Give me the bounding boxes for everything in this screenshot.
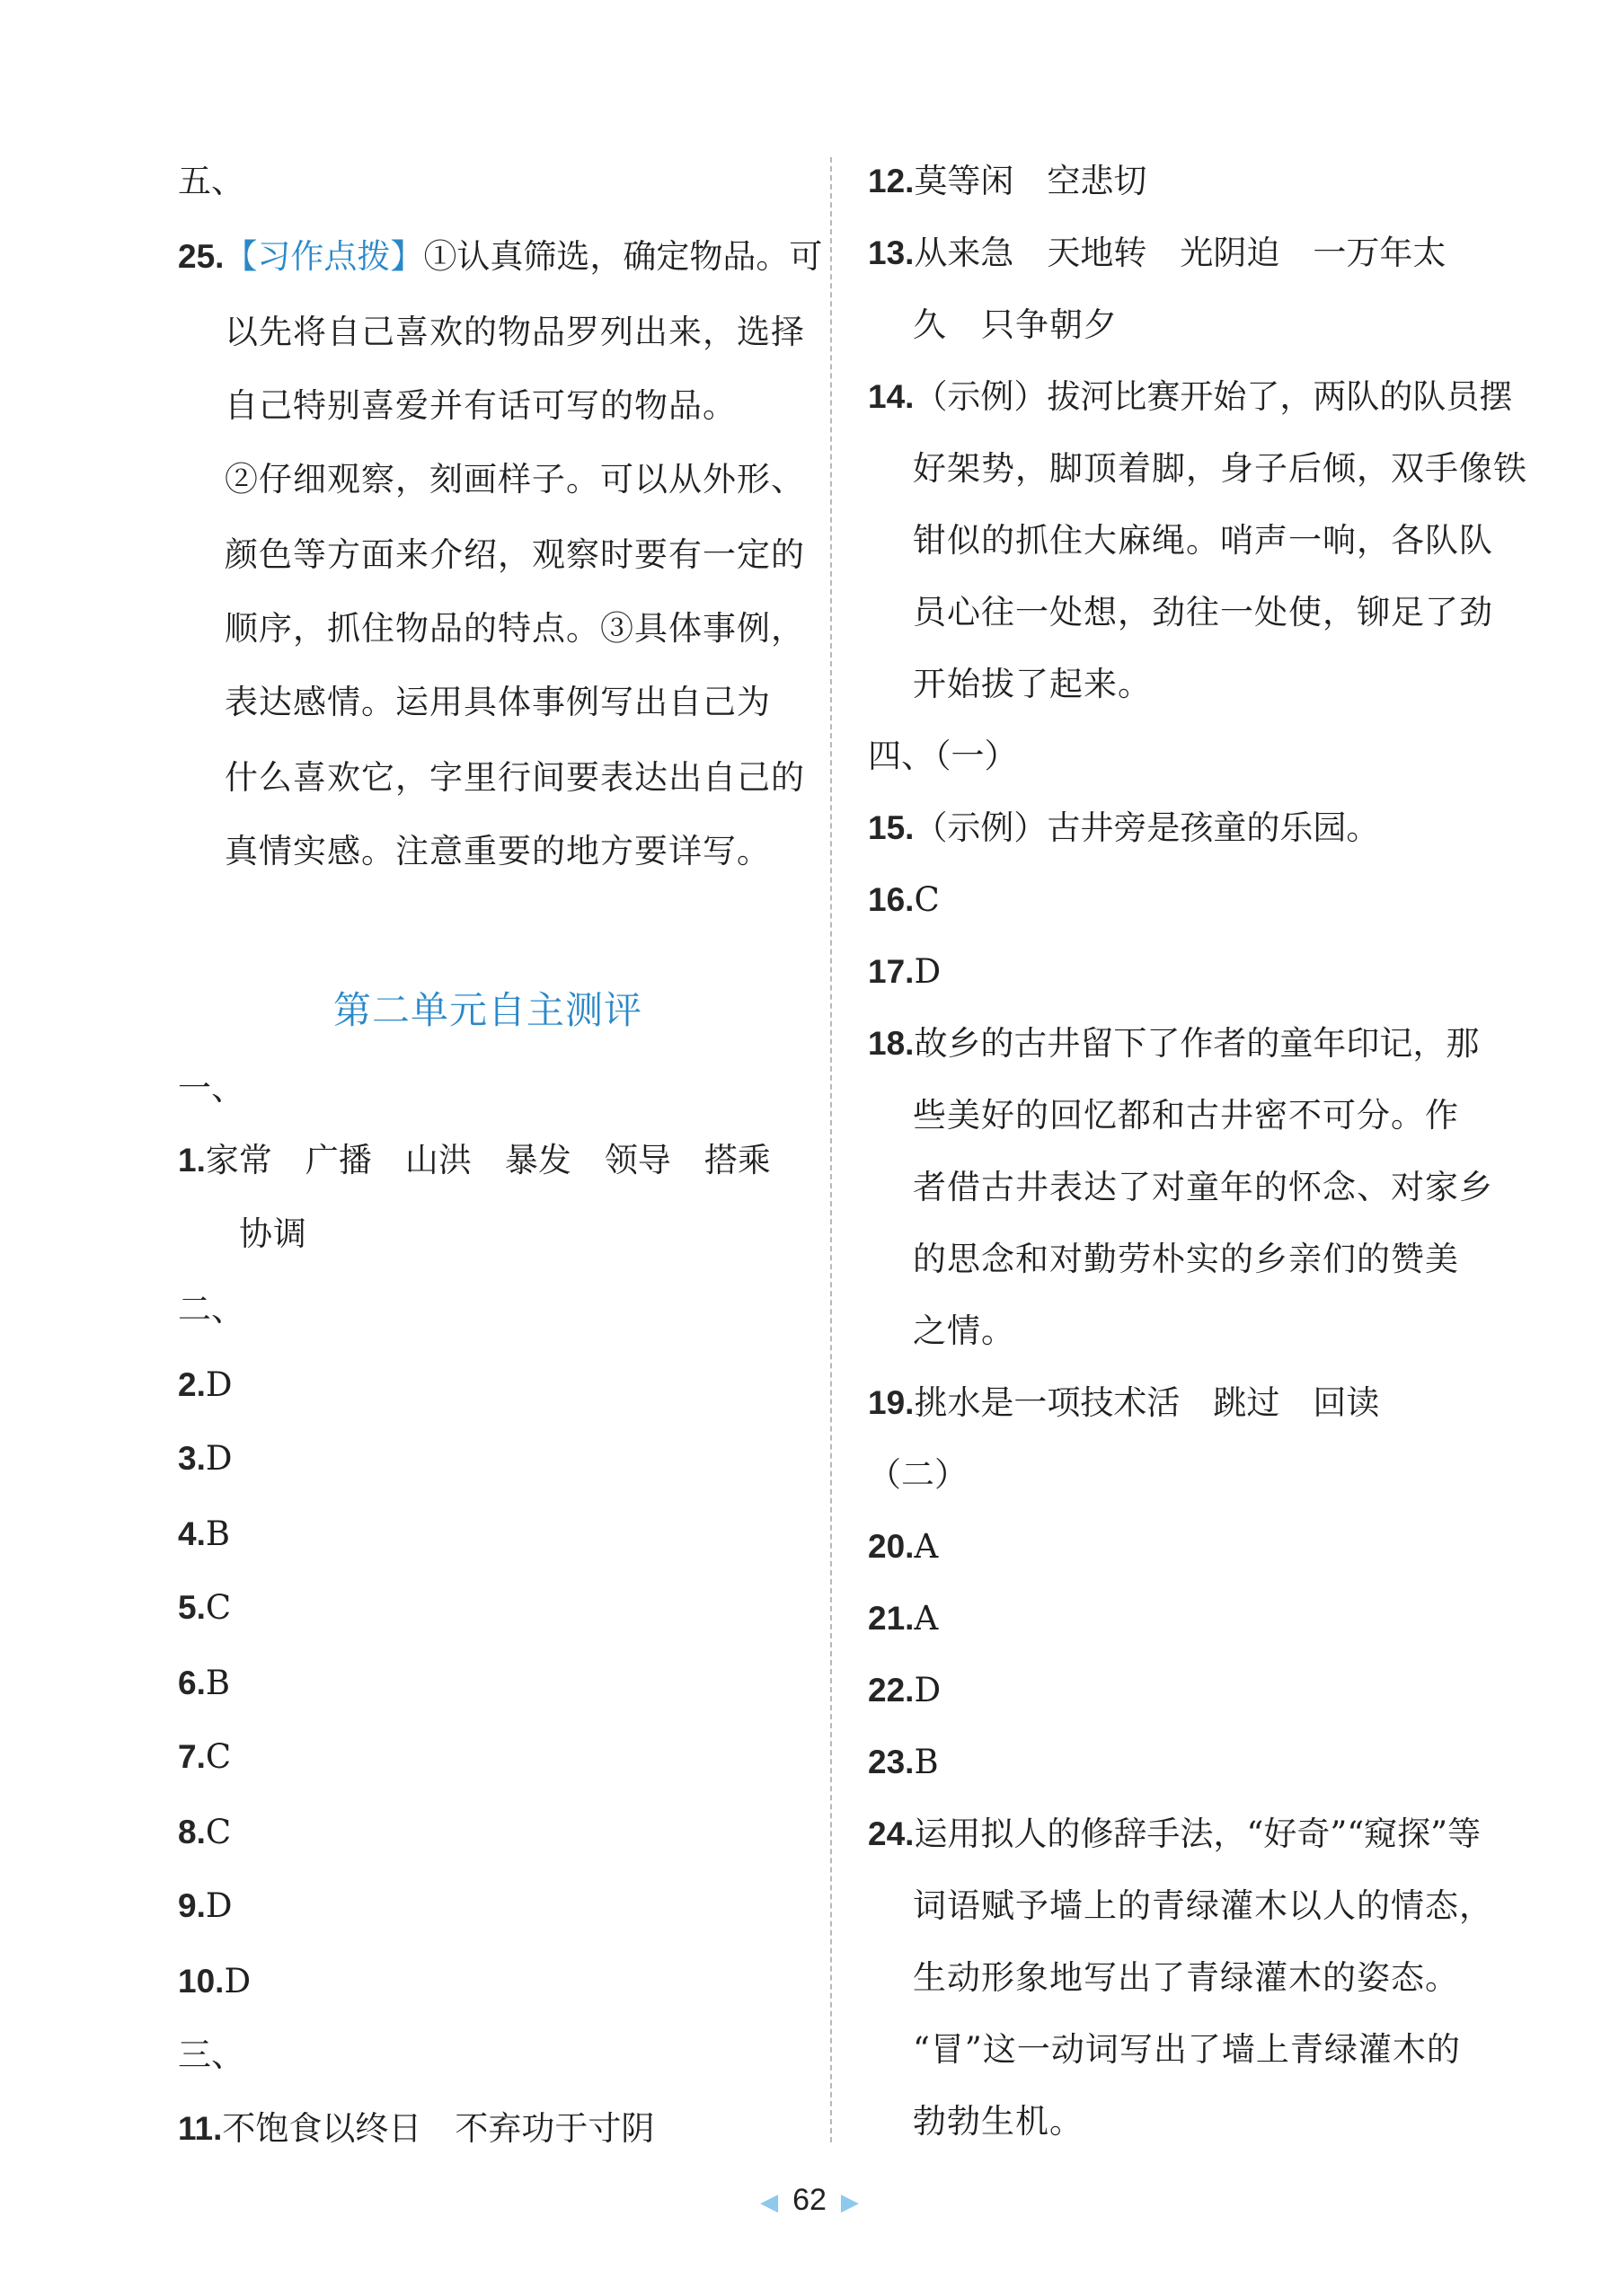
answer-choice: B [205, 1514, 231, 1553]
answer-choice: D [224, 1962, 252, 2000]
question-number: 16. [868, 881, 915, 918]
answer-text: 故乡的古井留下了作者的童年印记，那 [914, 1024, 1480, 1063]
question-number: 10. [178, 1963, 225, 2000]
question-18 [868, 1022, 1479, 1065]
question-number: 14. [868, 378, 915, 415]
answer-text: 从来急 天地转 光阴迫 一万年太 [914, 234, 1446, 272]
answer-text: ①认真筛选，确定物品。可 [423, 237, 823, 276]
answer-line: 者借古井表达了对童年的怀念、对家乡 [913, 1168, 1493, 1206]
answer-line: “冒”这一动词写出了墙上青绿灌木的 [913, 2030, 1461, 2069]
question-number: 3. [178, 1440, 206, 1477]
question-16 [868, 879, 940, 922]
triangle-left-icon: ◀ [760, 2187, 779, 2215]
answer-line: 钳似的抓住大麻绳。哨声一响，各队队 [913, 521, 1493, 560]
question-number: 12. [868, 163, 915, 199]
question-9 [178, 1885, 233, 1928]
answer-choice: B [914, 1743, 939, 1781]
answer-choice: C [205, 1588, 232, 1627]
question-1-line [178, 1139, 771, 1182]
answer-line: 生动形象地写出了青绿灌木的姿态。 [913, 1958, 1459, 1997]
question-number: 4. [178, 1515, 206, 1552]
section-heading-si: 四、（一） [868, 737, 1018, 775]
question-number: 23. [868, 1744, 915, 1780]
answer-text: 挑水是一项技术活 跳过 回读 [914, 1383, 1380, 1422]
answer-line: 勃勃生机。 [913, 2102, 1084, 2141]
question-number: 22. [868, 1672, 915, 1709]
page-footer [0, 2183, 1619, 2218]
question-number: 19. [868, 1384, 915, 1421]
answer-line: 开始拔了起来。 [913, 665, 1152, 703]
answer-text: 家常 广播 山洪 暴发 领导 搭乘 [205, 1141, 771, 1179]
answer-choice: C [205, 1737, 232, 1776]
answer-text: 莫等闲 空悲切 [914, 162, 1147, 200]
question-number: 1. [178, 1142, 206, 1179]
question-number: 17. [868, 953, 915, 990]
answer-choice: A [914, 1527, 939, 1566]
question-number: 20. [868, 1528, 915, 1565]
question-19 [868, 1382, 1379, 1425]
question-number: 11. [178, 2110, 223, 2147]
answer-text: （示例）拔河比赛开始了，两队的队员摆 [914, 377, 1513, 416]
question-3 [178, 1437, 233, 1480]
answer-text: 运用拟人的修辞手法，“好奇”“窥探”等 [914, 1815, 1482, 1853]
section-title: 第二单元自主测评 [332, 988, 642, 1032]
answer-line: 的思念和对勤劳朴实的乡亲们的赞美 [913, 1240, 1459, 1278]
answer-choice: D [205, 1439, 233, 1478]
question-2 [178, 1364, 233, 1407]
section-heading-er: 二、 [178, 1290, 244, 1329]
answer-line: 什么喜欢它，字里行间要表达出自己的 [225, 758, 805, 797]
question-number: 2. [178, 1366, 206, 1403]
question-number: 24. [868, 1815, 915, 1852]
question-22 [868, 1669, 941, 1712]
section-heading-yi: 一、 [178, 1069, 244, 1108]
writing-tip-tag: 【习作点拨】 [224, 237, 424, 276]
question-8 [178, 1811, 231, 1854]
answer-line: 久 只争朝夕 [913, 305, 1118, 344]
answer-line: 协调 [239, 1214, 307, 1253]
page-number: 62 [792, 2183, 827, 2217]
answer-line: 表达感情。运用具体事例写出自己为 [225, 683, 771, 721]
question-25-line [178, 235, 822, 278]
section-heading-er-2: （二） [868, 1455, 968, 1494]
answer-text: （示例）古井旁是孩童的乐园。 [914, 808, 1380, 847]
question-23 [868, 1741, 939, 1784]
question-14 [868, 375, 1512, 419]
question-number: 9. [178, 1887, 206, 1924]
answer-choice: C [205, 1813, 232, 1851]
question-number: 13. [868, 234, 915, 271]
answer-line: 好架势，脚顶着脚，身子后倾，双手像铁 [913, 449, 1527, 488]
question-number: 25. [178, 238, 225, 275]
answer-line: 颜色等方面来介绍，观察时要有一定的 [225, 535, 805, 574]
answer-line: 真情实感。注意重要的地方要详写。 [225, 832, 771, 870]
question-10 [178, 1960, 251, 2003]
answer-line: ②仔细观察，刻画样子。可以从外形、 [225, 460, 805, 499]
question-17 [868, 950, 941, 993]
question-4 [178, 1513, 230, 1556]
question-number: 6. [178, 1665, 206, 1701]
section-heading-san: 三、 [178, 2035, 244, 2074]
answer-line: 自己特别喜爱并有话可写的物品。 [225, 386, 737, 425]
section-heading-wu: 五、 [178, 162, 244, 200]
question-number: 7. [178, 1738, 206, 1775]
question-number: 18. [868, 1025, 915, 1062]
question-13 [868, 232, 1446, 275]
answer-line: 顺序，抓住物品的特点。③具体事例， [225, 609, 805, 648]
column-divider [830, 157, 832, 2142]
answer-line: 词语赋予墙上的青绿灌木以人的情态， [913, 1886, 1493, 1925]
answer-choice: A [914, 1599, 939, 1638]
question-number: 5. [178, 1589, 206, 1626]
question-11 [178, 2107, 654, 2150]
answer-text: 不饱食以终日 不弃功于寸阴 [222, 2109, 655, 2148]
question-number: 21. [868, 1600, 915, 1637]
question-24 [868, 1813, 1481, 1856]
question-number: 15. [868, 809, 915, 846]
answer-line: 员心往一处想，劲往一处使，铆足了劲 [913, 593, 1493, 631]
question-21 [868, 1597, 938, 1640]
question-6 [178, 1662, 230, 1705]
question-12 [868, 160, 1146, 203]
answer-choice: D [205, 1886, 233, 1925]
question-15 [868, 807, 1379, 850]
question-number: 8. [178, 1814, 206, 1850]
answer-line: 之情。 [913, 1311, 1015, 1350]
question-20 [868, 1525, 938, 1568]
question-7 [178, 1735, 231, 1779]
answer-choice: B [205, 1664, 231, 1702]
answer-line: 些美好的回忆都和古井密不可分。作 [913, 1096, 1459, 1135]
question-5 [178, 1586, 231, 1629]
triangle-right-icon: ▶ [840, 2187, 859, 2215]
answer-choice: D [914, 1671, 942, 1709]
answer-choice: D [205, 1365, 233, 1404]
answer-choice: C [914, 880, 940, 919]
answer-choice: D [914, 952, 942, 991]
answer-line: 以先将自己喜欢的物品罗列出来，选择 [225, 313, 805, 351]
